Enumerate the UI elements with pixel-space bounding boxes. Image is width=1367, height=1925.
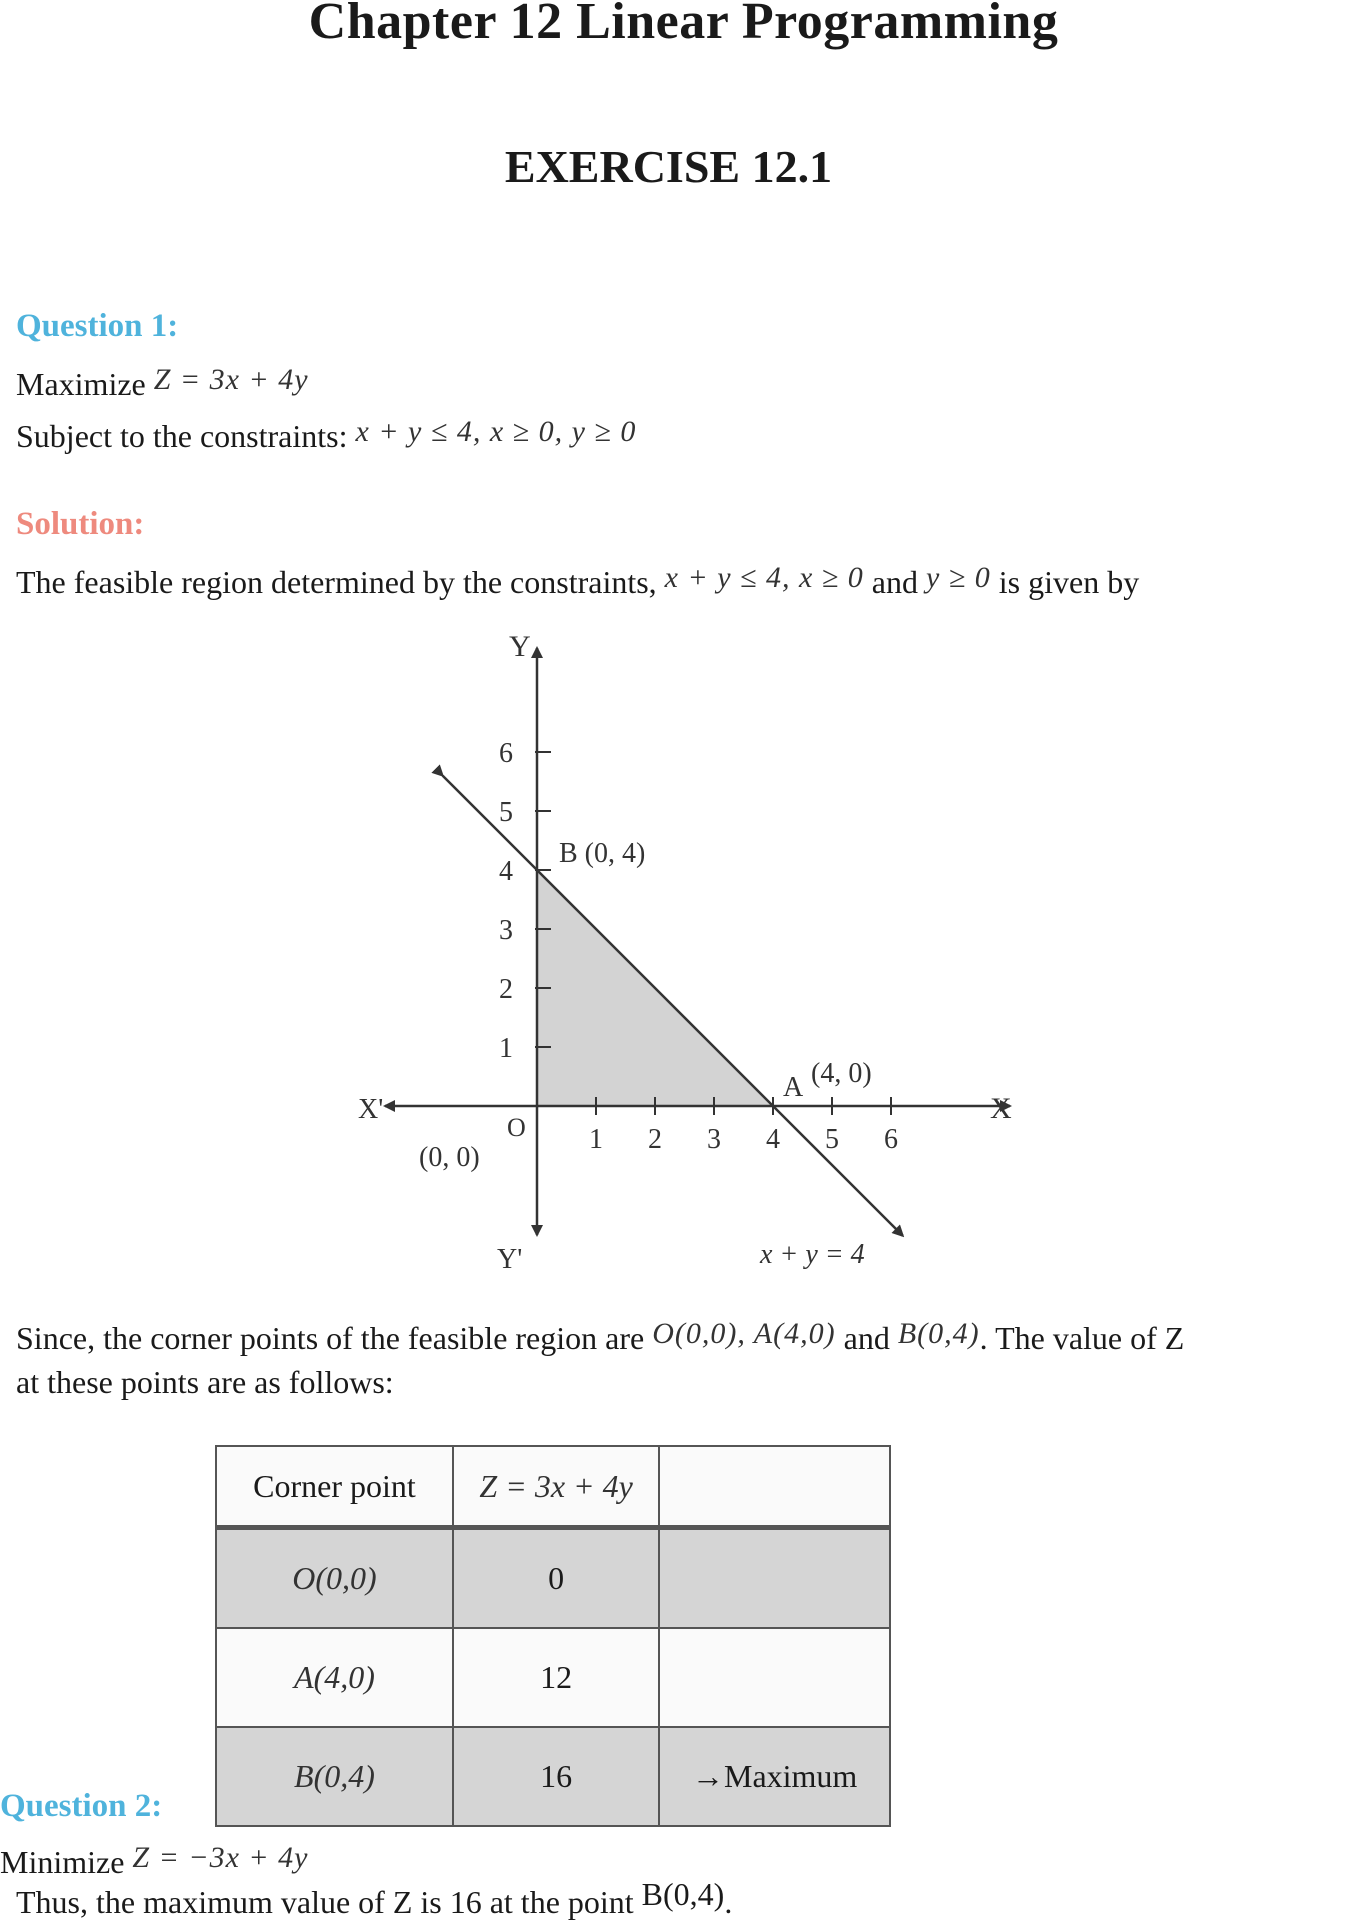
constraints-label: Subject to the constraints: [16, 418, 348, 454]
constraint-line [443, 776, 903, 1236]
table-row [216, 1528, 890, 1629]
table-row [216, 1628, 890, 1727]
table-cell-point: B(0,4) [216, 1727, 453, 1826]
intro-expression-b: y ≥ 0 [926, 561, 991, 594]
x-tick-label: 1 [589, 1124, 603, 1155]
question-2-objective [0, 1841, 309, 1881]
point-a-label: A [783, 1072, 804, 1103]
point-a-coordinate: (4, 0) [811, 1058, 872, 1089]
y-axis-label: Y [509, 630, 531, 663]
intro-text-b: is given by [998, 564, 1140, 600]
constraints-expression: x + y ≤ 4, x ≥ 0, y ≥ 0 [355, 415, 637, 448]
table-cell-note [659, 1528, 890, 1629]
corner-point-table-wrap [215, 1445, 891, 1827]
table-header-cell: Corner point [216, 1446, 453, 1528]
table-header-cell [659, 1446, 890, 1528]
x-axis-negative-label: X' [358, 1094, 384, 1125]
feasible-region-graph [340, 630, 1040, 1280]
y-tick-label: 1 [499, 1033, 513, 1064]
conclusion-point: B(0,4) [641, 1876, 725, 1912]
question-1-constraints [16, 415, 637, 455]
corner-points-text-cont: at these points are as follows: [16, 1364, 394, 1400]
solution-intro [16, 561, 1140, 601]
table-cell-value: 16 [453, 1727, 659, 1826]
objective-label: Maximize [16, 366, 146, 402]
table-cell-value: 0 [453, 1528, 659, 1629]
exercise-title: EXERCISE 12.1 [504, 141, 833, 192]
intro-text-a: The feasible region determined by the constraints, [16, 564, 657, 600]
x-tick-label: 5 [825, 1124, 839, 1155]
conclusion-text: Thus, the maximum value of Z is 16 at the point [16, 1884, 634, 1920]
constraint-line-label: x + y = 4 [760, 1239, 865, 1270]
y-tick-label: 6 [499, 738, 513, 769]
question-1-objective [16, 363, 309, 403]
solution-heading: Solution: [16, 506, 145, 542]
corner-text-b: . The value of Z [979, 1320, 1185, 1356]
x-tick-label: 6 [884, 1124, 898, 1155]
y-tick-label: 5 [499, 797, 513, 828]
x-tick-label: 2 [648, 1124, 662, 1155]
corner-text-a: Since, the corner points of the feasible region are [16, 1320, 645, 1356]
intro-expression-a: x + y ≤ 4, x ≥ 0 [664, 561, 864, 594]
corner-expression-a: O(0,0), A(4,0) [652, 1317, 836, 1350]
y-tick-label: 4 [499, 856, 513, 887]
corner-point-table [215, 1445, 891, 1827]
table-cell-point: A(4,0) [216, 1628, 453, 1727]
question-2-heading: Question 2: [0, 1788, 163, 1824]
y-axis-negative-label: Y' [497, 1244, 523, 1275]
table-cell-note: →Maximum [659, 1727, 890, 1826]
chapter-title: Chapter 12 Linear Programming [308, 0, 1059, 50]
origin-coordinate: (0, 0) [419, 1142, 480, 1173]
table-cell-note [659, 1628, 890, 1727]
conclusion-end: . [724, 1884, 733, 1920]
table-header-cell: Z = 3x + 4y [453, 1446, 659, 1528]
corner-and: and [843, 1320, 890, 1356]
objective-expression: Z = 3x + 4y [153, 363, 309, 396]
q2-objective-label: Minimize [0, 1844, 125, 1880]
x-tick-label: 3 [707, 1124, 721, 1155]
y-tick-label: 2 [499, 974, 513, 1005]
table-cell-point: O(0,0) [216, 1528, 453, 1629]
x-axis-label: X [990, 1092, 1012, 1125]
point-b-label: B (0, 4) [559, 838, 646, 869]
question-1-heading: Question 1: [16, 308, 179, 344]
intro-and: and [871, 564, 918, 600]
table-row [216, 1727, 890, 1826]
conclusion [16, 1876, 733, 1921]
corner-points-text [16, 1317, 1185, 1357]
table-header-row [216, 1446, 890, 1528]
table-cell-value: 12 [453, 1628, 659, 1727]
corner-expression-b: B(0,4) [897, 1317, 980, 1350]
origin-label: O [507, 1113, 526, 1142]
x-tick-label: 4 [766, 1124, 780, 1155]
y-tick-label: 3 [499, 915, 513, 946]
q2-objective-expression: Z = −3x + 4y [132, 1841, 309, 1874]
